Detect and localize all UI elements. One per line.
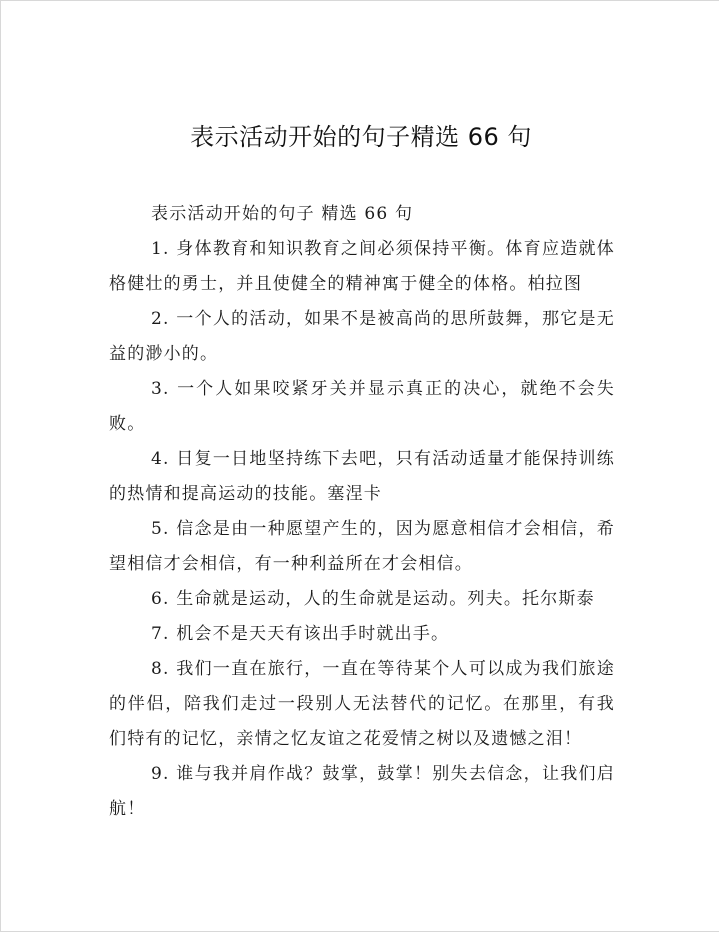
paragraph-2: 2. 一个人的活动，如果不是被高尚的思所鼓舞，那它是无益的渺小的。 [109,309,615,364]
paragraph-6: 6. 生命就是运动，人的生命就是运动。列夫。托尔斯泰 [151,589,595,609]
paragraph-9: 9. 谁与我并肩作战？鼓掌，鼓掌！别失去信念，让我们启航！ [109,764,615,819]
paragraph-4: 4. 日复一日地坚持练下去吧，只有活动适量才能保持训练的热情和提高运动的技能。塞涅卡 [109,449,615,504]
document-title: 表示活动开始的句子精选 66 句 [190,123,532,151]
paragraph-subtitle: 表示活动开始的句子 精选 66 句 [151,204,414,224]
document-body [109,197,615,827]
paragraph-5: 5. 信念是由一种愿望产生的，因为愿意相信才会相信，希望相信才会相信，有一种利益所在才会相信。 [109,519,615,574]
paragraph-3: 3. 一个人如果咬紧牙关并显示真正的决心，就绝不会失败。 [109,379,615,434]
paragraph-7: 7. 机会不是天天有该出手时就出手。 [151,624,450,644]
paragraph-1: 1. 身体教育和知识教育之间必须保持平衡。体育应造就体格健壮的勇士，并且使健全的精神寓于健全的体格。柏拉图 [109,239,615,294]
paragraph-8: 8. 我们一直在旅行，一直在等待某个人可以成为我们旅途的伴侣，陪我们走过一段别人无法替代的记忆。在那里，有我们特有的记忆，亲情之忆友谊之花爱情之树以及遗憾之泪！ [109,659,615,749]
